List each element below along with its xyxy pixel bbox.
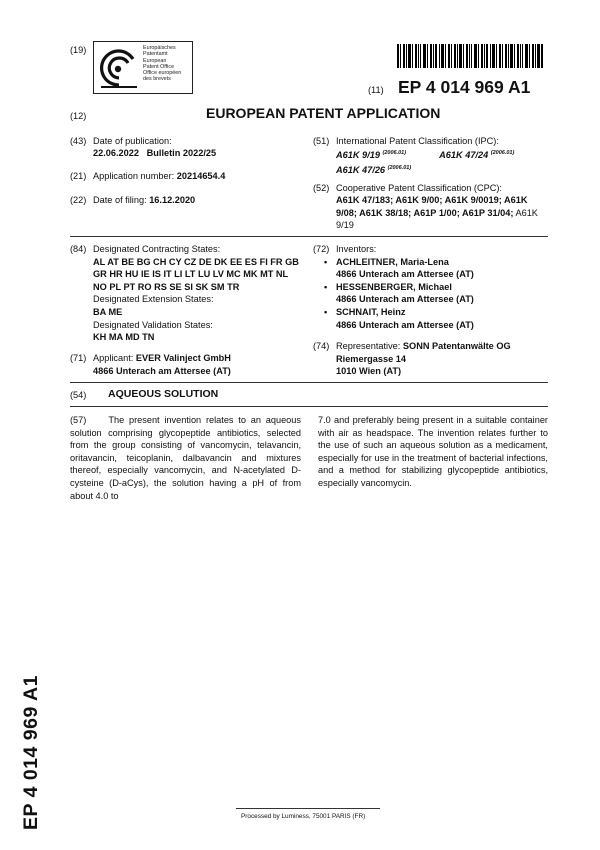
inid-74: (74) [313, 341, 330, 351]
inid-51: (51) [313, 136, 330, 146]
filing-date: Date of filing: 16.12.2020 [93, 195, 196, 205]
application-number: Application number: 20214654.4 [93, 171, 226, 181]
cpc-classes: A61K 47/183; A61K 9/00; A61K 9/0019; A61K 9/08; A61K 38/18; A61P 1/00; A61P 31/04; A61K 9/19 [336, 195, 538, 231]
inventors: Inventors: • ACHLEITNER, Maria-Lena 4866 Unterach am Attersee (AT) • HESSENBERGER, Michael 4866 Unterach am Attersee (AT) • SCHNAIT, Heinz 4866 Unterach am Attersee (AT) [336, 243, 548, 331]
inventor-entry: • HESSENBERGER, Michael 4866 Unterach am Attersee (AT) [322, 281, 548, 306]
divider-top [70, 236, 548, 237]
epo-logo-box [93, 41, 193, 94]
applicant: Applicant: EVER Valinject GmbH 4866 Unterach am Attersee (AT) [93, 353, 231, 376]
ipc-classes: A61K 9/19 $^{(2006.01)}$ A61K 47/24 $^{(2006.01)}$ A61K 47/26 $^{(2006.01)}$ [336, 150, 515, 175]
designated-states: Designated Contracting States: AL AT BE BG CH CY CZ DE DK EE ES FI FR GB GR HR HU IE IS IT LI LT LU LV MC MK MT NL NO PL PT RO RS SE SI SK SM TR Designated Extension States: BA ME Designated Validation States: KH MA MD TN [93, 244, 299, 343]
divider-abstract [70, 406, 548, 407]
barcode-graphic [397, 44, 543, 68]
inid-72: (72) [313, 244, 330, 254]
inid-19: (19) [70, 45, 87, 55]
inid-11: (11) [368, 85, 384, 95]
divider-title [70, 382, 548, 383]
side-publication-number: EP 4 014 969 A1 [20, 675, 42, 830]
inid-52: (52) [313, 183, 330, 193]
inid-12: (12) [70, 111, 87, 121]
inventor-entry: • SCHNAIT, Heinz 4866 Unterach am Attersee (AT) [322, 306, 548, 331]
representative: Representative: SONN Patentanwälte OG Riemergasse 14 1010 Wien (AT) [336, 341, 511, 377]
publication-number: EP 4 014 969 A1 [398, 77, 531, 97]
footer-rule [236, 808, 380, 809]
cpc-label: Cooperative Patent Classification (CPC): [336, 183, 502, 193]
publication-date-label: Date of publication: [93, 136, 172, 146]
document-type: EUROPEAN PATENT APPLICATION [206, 105, 441, 121]
ipc-label: International Patent Classification (IPC): [336, 136, 499, 146]
invention-title: AQUEOUS SOLUTION [108, 388, 219, 400]
abstract-column-2: 7.0 and preferably being present in a suitable container with air as headspace. The invention relates further to the use of such an aqueous solution as a medicament, especially for use in the treatment of bacterial infections, and a method for stabilizing glycopeptide antibiotics, especially vancomycin. [318, 415, 548, 488]
epo-logo-icon [97, 45, 141, 91]
abstract-column-1: (57) The present invention relates to an aqueous solution comprising glycopeptide antibiotics, selected from the group consisting of vancomycin, telavancin, oritavancin, teicoplanin, dalbavancin and mixtures thereof, especially vancomycin, and N-acetylated D-cysteine (D-aCys), the solution having a pH of from about 4.0 to [70, 415, 301, 501]
inid-43: (43) [70, 136, 87, 146]
inventor-entry: • ACHLEITNER, Maria-Lena 4866 Unterach am Attersee (AT) [322, 256, 548, 281]
inid-54: (54) [70, 390, 87, 400]
footer-printer: Processed by Luminess, 75001 PARIS (FR) [241, 813, 366, 820]
publication-date-value: 22.06.2022 Bulletin 2022/25 [93, 148, 217, 158]
office-names: Europäisches Patentamt European Patent Office Office européen des brevets [143, 45, 182, 83]
inid-22: (22) [70, 195, 87, 205]
inid-71: (71) [70, 353, 87, 363]
inid-21: (21) [70, 171, 87, 181]
inid-84: (84) [70, 244, 87, 254]
